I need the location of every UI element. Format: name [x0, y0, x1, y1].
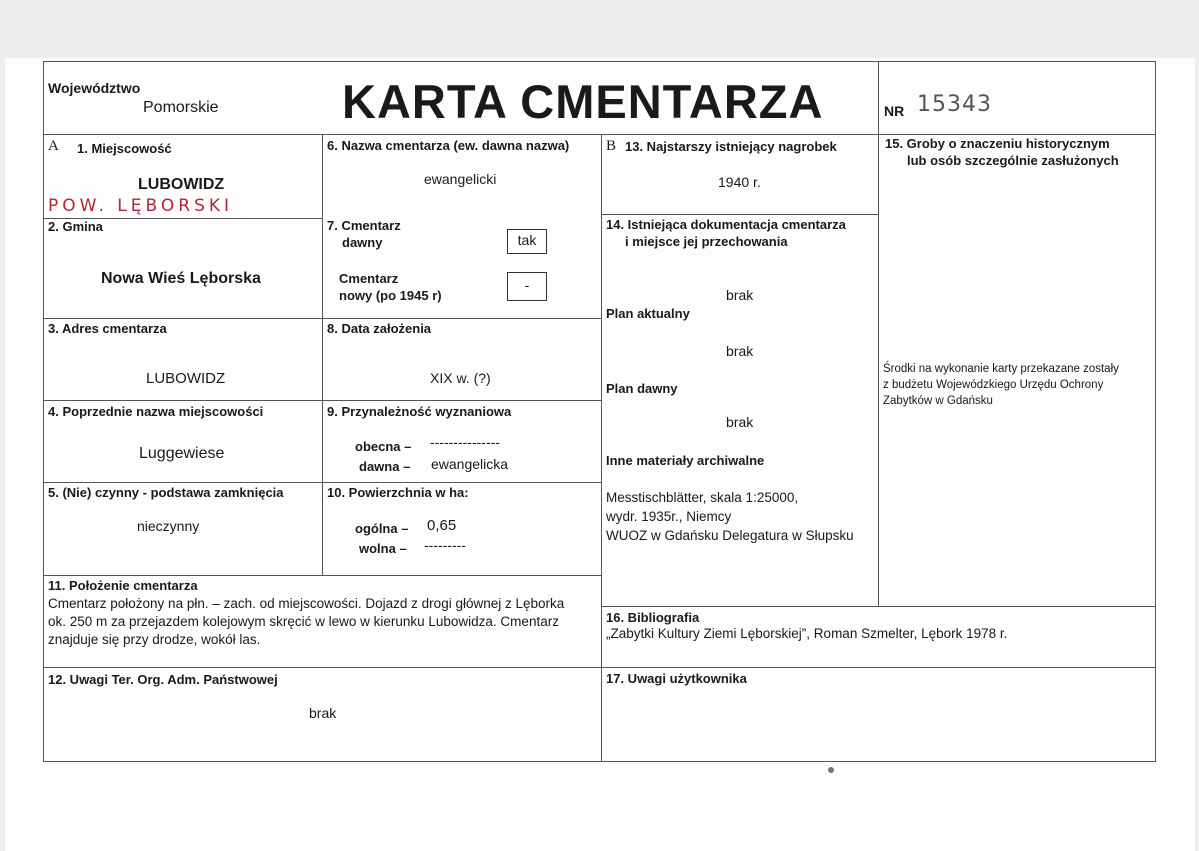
- field-13-value: 1940 r.: [718, 174, 761, 190]
- field-12-label: 12. Uwagi Ter. Org. Adm. Państwowej: [48, 672, 278, 687]
- voivodeship-value: Pomorskie: [143, 99, 219, 116]
- field-16-value: „Zabytki Kultury Ziemi Lęborskiej”, Roman Szmelter, Lębork 1978 r.: [606, 626, 1008, 641]
- funding-note-line: z budżetu Wojewódzkiego Urzędu Ochrony: [883, 379, 1104, 391]
- field-11-text: [48, 595, 564, 649]
- field-11-line: ok. 250 m za przejazdem kolejowym skręcić w lewo w kierunku Lubowidza. Cmentarz: [48, 614, 559, 629]
- nr-label: NR: [884, 103, 905, 119]
- field-15-label: 15. Groby o znaczeniu historycznym: [885, 136, 1110, 151]
- field-6-value: ewangelicki: [424, 171, 497, 187]
- obecna-value: ---------------: [430, 434, 500, 450]
- field-14-sub-label: i miejsce jej przechowania: [625, 234, 788, 249]
- inne-materialy-text: [606, 488, 854, 545]
- field-17-label: 17. Uwagi użytkownika: [606, 671, 747, 686]
- inne-materialy-line: WUOZ w Gdańsku Delegatura w Słupsku: [606, 528, 854, 543]
- field-14-value-2: brak: [726, 343, 754, 359]
- field-5-label: 5. (Nie) czynny - podstawa zamknięcia: [48, 485, 284, 500]
- dawna-value: ewangelicka: [431, 456, 509, 472]
- field-9-label: 9. Przynależność wyznaniowa: [327, 404, 512, 419]
- funding-note: [883, 361, 1119, 409]
- inne-materialy-line: Messtischblätter, skala 1:25000,: [606, 490, 799, 505]
- field-1-handwritten-note: POW. LĘBORSKI: [48, 196, 234, 216]
- ogolna-value: 0,65: [427, 517, 457, 534]
- field-4-value: Luggewiese: [139, 445, 225, 462]
- field-5-value: nieczynny: [137, 518, 200, 534]
- nowy-checkbox[interactable]: -: [507, 272, 547, 301]
- field-7-dawny-label: dawny: [342, 235, 383, 250]
- field-14-value-1: brak: [726, 287, 754, 303]
- dawny-checkbox[interactable]: tak: [507, 229, 547, 254]
- ogolna-label: ogólna –: [355, 521, 409, 536]
- scan-speck: [828, 767, 834, 773]
- field-3-label: 3. Adres cmentarza: [48, 321, 167, 336]
- field-2-label: 2. Gmina: [48, 219, 103, 234]
- field-4-label: 4. Poprzednie nazwa miejscowości: [48, 404, 264, 419]
- field-7-nowy-sub-label: nowy (po 1945 r): [339, 288, 442, 303]
- inne-materialy-line: wydr. 1935r., Niemcy: [606, 509, 732, 524]
- field-15-sub-label: lub osób szczególnie zasłużonych: [907, 153, 1119, 168]
- section-a-letter: A: [48, 138, 59, 154]
- field-13-label: 13. Najstarszy istniejący nagrobek: [625, 139, 837, 154]
- wolna-label: wolna –: [359, 541, 407, 556]
- field-16-label: 16. Bibliografia: [606, 610, 700, 625]
- field-2-value: Nowa Wieś Lęborska: [101, 270, 261, 287]
- field-11-line: Cmentarz położony na płn. – zach. od miejscowości. Dojazd z drogi głównej z Lęborka: [48, 596, 565, 611]
- funding-note-line: Środki na wykonanie karty przekazane zostały: [883, 363, 1119, 375]
- field-10-label: 10. Powierzchnia w ha:: [327, 485, 469, 500]
- field-7-label: 7. Cmentarz: [327, 218, 401, 233]
- voivodeship-label: Województwo: [48, 80, 141, 96]
- field-14-value-3: brak: [726, 414, 754, 430]
- section-b-letter: B: [606, 138, 617, 154]
- field-8-value: XIX w. (?): [430, 370, 491, 386]
- funding-note-line: Zabytków w Gdańsku: [883, 395, 993, 407]
- field-1-label: 1. Miejscowość: [77, 141, 172, 156]
- nr-handwritten: 15343: [917, 92, 992, 117]
- obecna-label: obecna –: [355, 439, 412, 454]
- field-8-label: 8. Data założenia: [327, 321, 432, 336]
- page-title: KARTA CMENTARZA: [342, 75, 824, 128]
- plan-aktualny-label: Plan aktualny: [606, 306, 690, 321]
- field-11-line: znajduje się przy drodze, wokół las.: [48, 632, 261, 647]
- dawna-label: dawna –: [359, 459, 411, 474]
- field-3-value: LUBOWIDZ: [146, 370, 226, 387]
- field-14-label: 14. Istniejąca dokumentacja cmentarza: [606, 217, 846, 232]
- field-6-label: 6. Nazwa cmentarza (ew. dawna nazwa): [327, 138, 570, 153]
- field-12-value: brak: [309, 705, 337, 721]
- plan-dawny-label: Plan dawny: [606, 381, 678, 396]
- field-1-value: LUBOWIDZ: [138, 176, 225, 193]
- inne-materialy-label: Inne materiały archiwalne: [606, 453, 765, 468]
- field-11-label: 11. Położenie cmentarza: [48, 578, 198, 593]
- field-7-nowy-label: Cmentarz: [339, 271, 399, 286]
- wolna-value: ---------: [424, 537, 466, 553]
